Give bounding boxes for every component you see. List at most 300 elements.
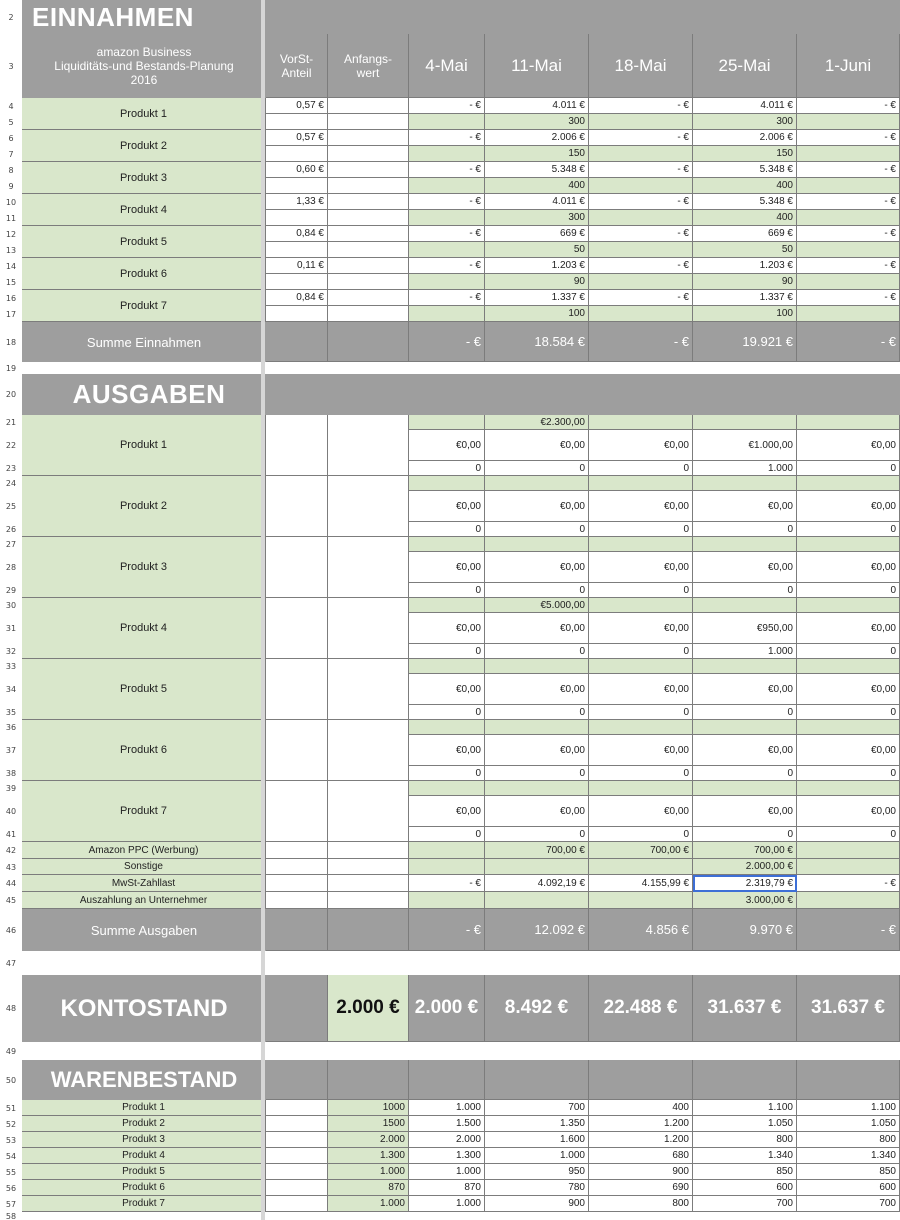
einnahmen-units-cell[interactable]: [409, 146, 485, 162]
col-header-date[interactable]: 1-Juni: [797, 34, 900, 98]
anfang-cell[interactable]: [328, 162, 409, 178]
warenbestand-value-cell[interactable]: 800: [589, 1196, 693, 1212]
ausgaben-units-cell[interactable]: 0: [693, 522, 797, 537]
vorst-cell-empty[interactable]: [266, 1116, 328, 1132]
ausgaben-extra-cell[interactable]: 3.000,00 €: [693, 892, 797, 909]
vorst-cell-empty[interactable]: [266, 415, 328, 476]
row-header[interactable]: 14: [5, 261, 17, 271]
einnahmen-amount-cell[interactable]: - €: [797, 162, 900, 178]
warenbestand-value-cell[interactable]: 1.340: [693, 1148, 797, 1164]
ausgaben-extra-cell[interactable]: [409, 859, 485, 875]
ausgaben-order-cell[interactable]: [693, 415, 797, 430]
einnahmen-units-cell[interactable]: 300: [485, 210, 589, 226]
ausgaben-amount-cell[interactable]: €0,00: [693, 674, 797, 705]
ausgaben-amount-cell[interactable]: €0,00: [589, 674, 693, 705]
subtitle-cell[interactable]: amazon Business Liquiditäts-und Bestands-Planung 2016: [22, 34, 266, 98]
row-header[interactable]: 16: [5, 293, 17, 303]
anfang-cell[interactable]: [328, 274, 409, 290]
ausgaben-order-cell[interactable]: [693, 720, 797, 735]
vorst-cell-empty[interactable]: [266, 178, 328, 194]
ausgaben-order-cell[interactable]: [409, 720, 485, 735]
warenbestand-value-cell[interactable]: 870: [409, 1180, 485, 1196]
ausgaben-amount-cell[interactable]: €0,00: [693, 491, 797, 522]
ausgaben-product-label[interactable]: Produkt 4: [22, 598, 266, 659]
summe-einnahmen-value[interactable]: - €: [797, 322, 900, 362]
vorst-cell[interactable]: 0,84 €: [266, 226, 328, 242]
ausgaben-order-cell[interactable]: €2.300,00: [485, 415, 589, 430]
ausgaben-order-cell[interactable]: [485, 659, 589, 674]
anfang-cell[interactable]: [328, 781, 409, 842]
ausgaben-order-cell[interactable]: [409, 476, 485, 491]
row-header[interactable]: 29: [5, 586, 17, 595]
ausgaben-units-cell[interactable]: 0: [409, 461, 485, 476]
ausgaben-units-cell[interactable]: 0: [693, 705, 797, 720]
ausgaben-order-cell[interactable]: [693, 781, 797, 796]
vorst-cell-empty[interactable]: [266, 210, 328, 226]
ausgaben-amount-cell[interactable]: €0,00: [797, 735, 900, 766]
summe-einnahmen-cell[interactable]: [328, 322, 409, 362]
einnahmen-amount-cell[interactable]: 1.203 €: [693, 258, 797, 274]
ausgaben-extra-cell[interactable]: - €: [797, 875, 900, 892]
row-header[interactable]: 7: [8, 149, 14, 159]
warenbestand-value-cell[interactable]: 780: [485, 1180, 589, 1196]
ausgaben-units-cell[interactable]: 0: [693, 766, 797, 781]
warenbestand-product-label[interactable]: Produkt 4: [22, 1148, 266, 1164]
ausgaben-extra-label[interactable]: Amazon PPC (Werbung): [22, 842, 266, 859]
einnahmen-amount-cell[interactable]: 669 €: [485, 226, 589, 242]
summe-ausgaben-value[interactable]: - €: [409, 909, 485, 951]
ausgaben-extra-cell[interactable]: [797, 859, 900, 875]
vorst-cell-empty[interactable]: [266, 537, 328, 598]
ausgaben-amount-cell[interactable]: €0,00: [409, 491, 485, 522]
ausgaben-order-cell[interactable]: [797, 537, 900, 552]
warenbestand-start-cell[interactable]: 1000: [328, 1100, 409, 1116]
ausgaben-order-cell[interactable]: [409, 598, 485, 613]
einnahmen-product-label[interactable]: Produkt 7: [22, 290, 266, 322]
ausgaben-units-cell[interactable]: 0: [797, 522, 900, 537]
ausgaben-order-cell[interactable]: [797, 598, 900, 613]
kontostand-start[interactable]: 2.000 €: [328, 975, 409, 1042]
einnahmen-amount-cell[interactable]: - €: [409, 98, 485, 114]
summe-ausgaben-value[interactable]: 4.856 €: [589, 909, 693, 951]
row-header[interactable]: 26: [5, 525, 17, 534]
einnahmen-units-cell[interactable]: 100: [485, 306, 589, 322]
row-header[interactable]: 45: [5, 896, 17, 905]
einnahmen-product-label[interactable]: Produkt 3: [22, 162, 266, 194]
ausgaben-units-cell[interactable]: 0: [485, 766, 589, 781]
einnahmen-units-cell[interactable]: 400: [693, 210, 797, 226]
einnahmen-units-cell[interactable]: 150: [693, 146, 797, 162]
anfang-cell[interactable]: [328, 98, 409, 114]
row-header[interactable]: 37: [5, 746, 17, 755]
ausgaben-units-cell[interactable]: 0: [797, 461, 900, 476]
warenbestand-value-cell[interactable]: 400: [589, 1100, 693, 1116]
einnahmen-amount-cell[interactable]: 1.337 €: [485, 290, 589, 306]
vorst-cell[interactable]: 1,33 €: [266, 194, 328, 210]
ausgaben-order-cell[interactable]: [589, 415, 693, 430]
row-header[interactable]: 8: [8, 165, 14, 175]
ausgaben-amount-cell[interactable]: €0,00: [797, 796, 900, 827]
ausgaben-units-cell[interactable]: 0: [589, 583, 693, 598]
einnahmen-product-label[interactable]: Produkt 4: [22, 194, 266, 226]
ausgaben-extra-cell[interactable]: 4.155,99 €: [589, 875, 693, 892]
row-header[interactable]: 20: [5, 390, 17, 399]
warenbestand-start-cell[interactable]: 1500: [328, 1116, 409, 1132]
row-header[interactable]: 15: [5, 277, 17, 287]
anfang-cell[interactable]: [328, 258, 409, 274]
col-header-date[interactable]: 18-Mai: [589, 34, 693, 98]
summe-einnahmen-value[interactable]: - €: [409, 322, 485, 362]
ausgaben-order-cell[interactable]: [589, 537, 693, 552]
warenbestand-value-cell[interactable]: 1.100: [693, 1100, 797, 1116]
ausgaben-amount-cell[interactable]: €0,00: [797, 613, 900, 644]
einnahmen-units-cell[interactable]: [797, 146, 900, 162]
kontostand-value[interactable]: 2.000 €: [409, 975, 485, 1042]
ausgaben-order-cell[interactable]: [797, 476, 900, 491]
einnahmen-amount-cell[interactable]: - €: [409, 162, 485, 178]
einnahmen-amount-cell[interactable]: - €: [409, 130, 485, 146]
ausgaben-amount-cell[interactable]: €0,00: [589, 430, 693, 461]
vorst-cell[interactable]: 0,57 €: [266, 98, 328, 114]
vorst-cell-empty[interactable]: [266, 859, 328, 875]
vorst-cell-empty[interactable]: [266, 720, 328, 781]
einnahmen-units-cell[interactable]: [409, 306, 485, 322]
row-header[interactable]: 40: [5, 807, 17, 816]
vorst-cell-empty[interactable]: [266, 476, 328, 537]
row-header[interactable]: 6: [8, 133, 14, 143]
ausgaben-order-cell[interactable]: [797, 415, 900, 430]
summe-ausgaben-cell[interactable]: [328, 909, 409, 951]
ausgaben-extra-label[interactable]: Sonstige: [22, 859, 266, 875]
row-header[interactable]: 4: [8, 101, 14, 111]
row-header[interactable]: 25: [5, 502, 17, 511]
einnahmen-units-cell[interactable]: [409, 178, 485, 194]
ausgaben-units-cell[interactable]: 0: [693, 827, 797, 842]
einnahmen-amount-cell[interactable]: - €: [797, 98, 900, 114]
anfang-cell[interactable]: [328, 114, 409, 130]
vorst-cell-empty[interactable]: [266, 875, 328, 892]
anfang-cell[interactable]: [328, 290, 409, 306]
ausgaben-order-cell[interactable]: [693, 537, 797, 552]
einnahmen-units-cell[interactable]: [409, 210, 485, 226]
summe-ausgaben-value[interactable]: 12.092 €: [485, 909, 589, 951]
einnahmen-units-cell[interactable]: 400: [485, 178, 589, 194]
einnahmen-amount-cell[interactable]: 4.011 €: [485, 98, 589, 114]
warenbestand-start-cell[interactable]: 1.300: [328, 1148, 409, 1164]
einnahmen-amount-cell[interactable]: 5.348 €: [693, 194, 797, 210]
vorst-cell-empty[interactable]: [266, 1164, 328, 1180]
anfang-cell[interactable]: [328, 415, 409, 476]
anfang-cell[interactable]: [328, 178, 409, 194]
anfang-cell[interactable]: [328, 476, 409, 537]
ausgaben-units-cell[interactable]: 0: [485, 644, 589, 659]
row-header[interactable]: 17: [5, 309, 17, 319]
ausgaben-amount-cell[interactable]: €0,00: [485, 796, 589, 827]
warenbestand-value-cell[interactable]: 1.600: [485, 1132, 589, 1148]
anfang-cell[interactable]: [328, 210, 409, 226]
warenbestand-value-cell[interactable]: 2.000: [409, 1132, 485, 1148]
row-header[interactable]: 33: [5, 662, 17, 671]
ausgaben-amount-cell[interactable]: €0,00: [485, 613, 589, 644]
row-header[interactable]: 3: [8, 61, 14, 71]
einnahmen-amount-cell[interactable]: - €: [409, 226, 485, 242]
ausgaben-order-cell[interactable]: [409, 781, 485, 796]
einnahmen-amount-cell[interactable]: - €: [589, 162, 693, 178]
warenbestand-value-cell[interactable]: 1.000: [409, 1100, 485, 1116]
vorst-cell-empty[interactable]: [266, 1180, 328, 1196]
row-header[interactable]: 58: [5, 1211, 17, 1220]
einnahmen-units-cell[interactable]: [589, 306, 693, 322]
row-header[interactable]: 5: [8, 117, 14, 127]
row-header[interactable]: 36: [5, 723, 17, 732]
warenbestand-value-cell[interactable]: 1.050: [797, 1116, 900, 1132]
anfang-cell[interactable]: [328, 875, 409, 892]
ausgaben-order-cell[interactable]: [485, 476, 589, 491]
vorst-cell-empty[interactable]: [266, 114, 328, 130]
row-header[interactable]: 23: [5, 464, 17, 473]
ausgaben-extra-cell[interactable]: 4.092,19 €: [485, 875, 589, 892]
warenbestand-product-label[interactable]: Produkt 2: [22, 1116, 266, 1132]
vorst-cell[interactable]: 0,57 €: [266, 130, 328, 146]
row-header[interactable]: 44: [5, 879, 17, 888]
vorst-cell-empty[interactable]: [266, 146, 328, 162]
row-header[interactable]: 22: [5, 441, 17, 450]
row-header[interactable]: 48: [5, 1004, 17, 1013]
anfang-cell[interactable]: [328, 859, 409, 875]
ausgaben-amount-cell[interactable]: €0,00: [485, 674, 589, 705]
warenbestand-header-cell[interactable]: [328, 1060, 409, 1100]
vorst-cell-empty[interactable]: [266, 659, 328, 720]
ausgaben-amount-cell[interactable]: €0,00: [409, 430, 485, 461]
einnahmen-units-cell[interactable]: [589, 274, 693, 290]
warenbestand-value-cell[interactable]: 1.200: [589, 1132, 693, 1148]
warenbestand-product-label[interactable]: Produkt 3: [22, 1132, 266, 1148]
einnahmen-units-cell[interactable]: 400: [693, 178, 797, 194]
ausgaben-order-cell[interactable]: [485, 537, 589, 552]
ausgaben-amount-cell[interactable]: €0,00: [589, 552, 693, 583]
summe-einnahmen-value[interactable]: 18.584 €: [485, 322, 589, 362]
ausgaben-amount-cell[interactable]: €0,00: [409, 796, 485, 827]
warenbestand-header-cell[interactable]: [409, 1060, 485, 1100]
einnahmen-units-cell[interactable]: 300: [693, 114, 797, 130]
ausgaben-order-cell[interactable]: [797, 659, 900, 674]
ausgaben-units-cell[interactable]: 0: [797, 583, 900, 598]
vorst-cell-empty[interactable]: [266, 892, 328, 909]
summe-einnahmen-value[interactable]: 19.921 €: [693, 322, 797, 362]
ausgaben-order-cell[interactable]: [589, 476, 693, 491]
row-header[interactable]: 31: [5, 624, 17, 633]
ausgaben-units-cell[interactable]: 0: [485, 583, 589, 598]
ausgaben-extra-cell[interactable]: 700,00 €: [485, 842, 589, 859]
einnahmen-product-label[interactable]: Produkt 5: [22, 226, 266, 258]
warenbestand-product-label[interactable]: Produkt 7: [22, 1196, 266, 1212]
einnahmen-units-cell[interactable]: 50: [485, 242, 589, 258]
einnahmen-units-cell[interactable]: [797, 178, 900, 194]
warenbestand-product-label[interactable]: Produkt 6: [22, 1180, 266, 1196]
ausgaben-units-cell[interactable]: 0: [409, 522, 485, 537]
ausgaben-units-cell[interactable]: 0: [797, 827, 900, 842]
einnahmen-amount-cell[interactable]: - €: [797, 290, 900, 306]
ausgaben-order-cell[interactable]: [693, 598, 797, 613]
ausgaben-units-cell[interactable]: 0: [693, 583, 797, 598]
einnahmen-units-cell[interactable]: [409, 274, 485, 290]
kontostand-value[interactable]: 31.637 €: [693, 975, 797, 1042]
anfang-cell[interactable]: [328, 537, 409, 598]
einnahmen-units-cell[interactable]: 100: [693, 306, 797, 322]
row-header[interactable]: 18: [5, 337, 17, 347]
ausgaben-units-cell[interactable]: 0: [485, 522, 589, 537]
ausgaben-order-cell[interactable]: [589, 598, 693, 613]
warenbestand-value-cell[interactable]: 1.500: [409, 1116, 485, 1132]
col-header-date[interactable]: 11-Mai: [485, 34, 589, 98]
ausgaben-units-cell[interactable]: 1.000: [693, 644, 797, 659]
row-header[interactable]: 2: [8, 12, 14, 22]
einnahmen-units-cell[interactable]: [589, 114, 693, 130]
ausgaben-amount-cell[interactable]: €0,00: [485, 430, 589, 461]
ausgaben-product-label[interactable]: Produkt 6: [22, 720, 266, 781]
ausgaben-amount-cell[interactable]: €0,00: [485, 735, 589, 766]
warenbestand-value-cell[interactable]: 1.340: [797, 1148, 900, 1164]
ausgaben-extra-cell[interactable]: [409, 842, 485, 859]
warenbestand-value-cell[interactable]: 1.300: [409, 1148, 485, 1164]
warenbestand-value-cell[interactable]: 850: [797, 1164, 900, 1180]
warenbestand-value-cell[interactable]: 600: [797, 1180, 900, 1196]
ausgaben-product-label[interactable]: Produkt 1: [22, 415, 266, 476]
anfang-cell[interactable]: [328, 659, 409, 720]
einnahmen-amount-cell[interactable]: 5.348 €: [693, 162, 797, 178]
vorst-cell-empty[interactable]: [266, 1148, 328, 1164]
warenbestand-value-cell[interactable]: 1.100: [797, 1100, 900, 1116]
summe-ausgaben-cell[interactable]: [266, 909, 328, 951]
einnahmen-units-cell[interactable]: [797, 306, 900, 322]
row-header[interactable]: 55: [5, 1167, 17, 1177]
vorst-cell-empty[interactable]: [266, 242, 328, 258]
summe-einnahmen-value[interactable]: - €: [589, 322, 693, 362]
row-header[interactable]: 53: [5, 1135, 17, 1145]
frozen-column-divider[interactable]: [261, 0, 265, 1220]
row-header[interactable]: 10: [5, 197, 17, 207]
warenbestand-value-cell[interactable]: 1.200: [589, 1116, 693, 1132]
ausgaben-units-cell[interactable]: 0: [409, 644, 485, 659]
einnahmen-amount-cell[interactable]: - €: [409, 258, 485, 274]
ausgaben-extra-cell[interactable]: [409, 892, 485, 909]
warenbestand-value-cell[interactable]: 800: [797, 1132, 900, 1148]
kontostand-value[interactable]: 31.637 €: [797, 975, 900, 1042]
ausgaben-units-cell[interactable]: 0: [589, 766, 693, 781]
row-header[interactable]: 27: [5, 540, 17, 549]
row-header[interactable]: 34: [5, 685, 17, 694]
anfang-cell[interactable]: [328, 194, 409, 210]
warenbestand-value-cell[interactable]: 1.000: [409, 1196, 485, 1212]
ausgaben-amount-cell[interactable]: €0,00: [797, 430, 900, 461]
ausgaben-product-label[interactable]: Produkt 7: [22, 781, 266, 842]
vorst-cell-empty[interactable]: [266, 781, 328, 842]
einnahmen-amount-cell[interactable]: - €: [589, 258, 693, 274]
ausgaben-amount-cell[interactable]: €950,00: [693, 613, 797, 644]
ausgaben-units-cell[interactable]: 1.000: [693, 461, 797, 476]
ausgaben-amount-cell[interactable]: €0,00: [409, 552, 485, 583]
warenbestand-product-label[interactable]: Produkt 1: [22, 1100, 266, 1116]
einnahmen-amount-cell[interactable]: - €: [589, 98, 693, 114]
anfang-cell[interactable]: [328, 130, 409, 146]
einnahmen-amount-cell[interactable]: - €: [589, 290, 693, 306]
anfang-cell[interactable]: [328, 720, 409, 781]
ausgaben-extra-label[interactable]: Auszahlung an Unternehmer: [22, 892, 266, 909]
ausgaben-extra-cell[interactable]: 700,00 €: [589, 842, 693, 859]
ausgaben-amount-cell[interactable]: €0,00: [409, 735, 485, 766]
ausgaben-extra-cell[interactable]: 700,00 €: [693, 842, 797, 859]
einnahmen-amount-cell[interactable]: - €: [409, 194, 485, 210]
ausgaben-order-cell[interactable]: [589, 781, 693, 796]
ausgaben-extra-cell[interactable]: [797, 892, 900, 909]
ausgaben-extra-cell[interactable]: [485, 892, 589, 909]
warenbestand-value-cell[interactable]: 690: [589, 1180, 693, 1196]
ausgaben-amount-cell[interactable]: €0,00: [797, 674, 900, 705]
ausgaben-order-cell[interactable]: [485, 720, 589, 735]
einnahmen-amount-cell[interactable]: - €: [797, 226, 900, 242]
warenbestand-start-cell[interactable]: 870: [328, 1180, 409, 1196]
einnahmen-units-cell[interactable]: [589, 146, 693, 162]
ausgaben-units-cell[interactable]: 0: [589, 705, 693, 720]
ausgaben-product-label[interactable]: Produkt 5: [22, 659, 266, 720]
row-header[interactable]: 35: [5, 708, 17, 717]
anfang-cell[interactable]: [328, 892, 409, 909]
warenbestand-header-cell[interactable]: [693, 1060, 797, 1100]
summe-ausgaben-label[interactable]: Summe Ausgaben: [22, 909, 266, 951]
ausgaben-product-label[interactable]: Produkt 3: [22, 537, 266, 598]
kontostand-vorst-cell[interactable]: [266, 975, 328, 1042]
warenbestand-value-cell[interactable]: 900: [485, 1196, 589, 1212]
warenbestand-value-cell[interactable]: 680: [589, 1148, 693, 1164]
ausgaben-amount-cell[interactable]: €0,00: [589, 491, 693, 522]
row-header[interactable]: 11: [5, 213, 17, 223]
einnahmen-product-label[interactable]: Produkt 6: [22, 258, 266, 290]
einnahmen-units-cell[interactable]: [589, 242, 693, 258]
einnahmen-product-label[interactable]: Produkt 1: [22, 98, 266, 130]
einnahmen-amount-cell[interactable]: - €: [797, 258, 900, 274]
ausgaben-amount-cell[interactable]: €0,00: [797, 552, 900, 583]
einnahmen-units-cell[interactable]: [589, 178, 693, 194]
ausgaben-amount-cell[interactable]: €0,00: [693, 552, 797, 583]
warenbestand-value-cell[interactable]: 800: [693, 1132, 797, 1148]
ausgaben-order-cell[interactable]: [797, 720, 900, 735]
ausgaben-order-cell[interactable]: [693, 476, 797, 491]
row-header[interactable]: 57: [5, 1199, 17, 1209]
einnahmen-units-cell[interactable]: 300: [485, 114, 589, 130]
row-header[interactable]: 28: [5, 563, 17, 572]
vorst-cell-empty[interactable]: [266, 1196, 328, 1212]
warenbestand-value-cell[interactable]: 700: [797, 1196, 900, 1212]
col-header-date[interactable]: 25-Mai: [693, 34, 797, 98]
einnahmen-amount-cell[interactable]: - €: [797, 130, 900, 146]
summe-einnahmen-cell[interactable]: [266, 322, 328, 362]
ausgaben-amount-cell[interactable]: €0,00: [409, 613, 485, 644]
row-header[interactable]: 9: [8, 181, 14, 191]
anfang-cell[interactable]: [328, 242, 409, 258]
ausgaben-units-cell[interactable]: 0: [409, 705, 485, 720]
col-header-date[interactable]: 4-Mai: [409, 34, 485, 98]
row-header[interactable]: 49: [5, 1046, 17, 1056]
warenbestand-value-cell[interactable]: 1.000: [485, 1148, 589, 1164]
ausgaben-units-cell[interactable]: 0: [485, 461, 589, 476]
summe-ausgaben-value[interactable]: - €: [797, 909, 900, 951]
warenbestand-start-cell[interactable]: 1.000: [328, 1164, 409, 1180]
ausgaben-extra-cell[interactable]: - €: [409, 875, 485, 892]
ausgaben-order-cell[interactable]: [693, 659, 797, 674]
ausgaben-units-cell[interactable]: 0: [797, 644, 900, 659]
einnahmen-amount-cell[interactable]: - €: [589, 194, 693, 210]
ausgaben-amount-cell[interactable]: €0,00: [693, 735, 797, 766]
